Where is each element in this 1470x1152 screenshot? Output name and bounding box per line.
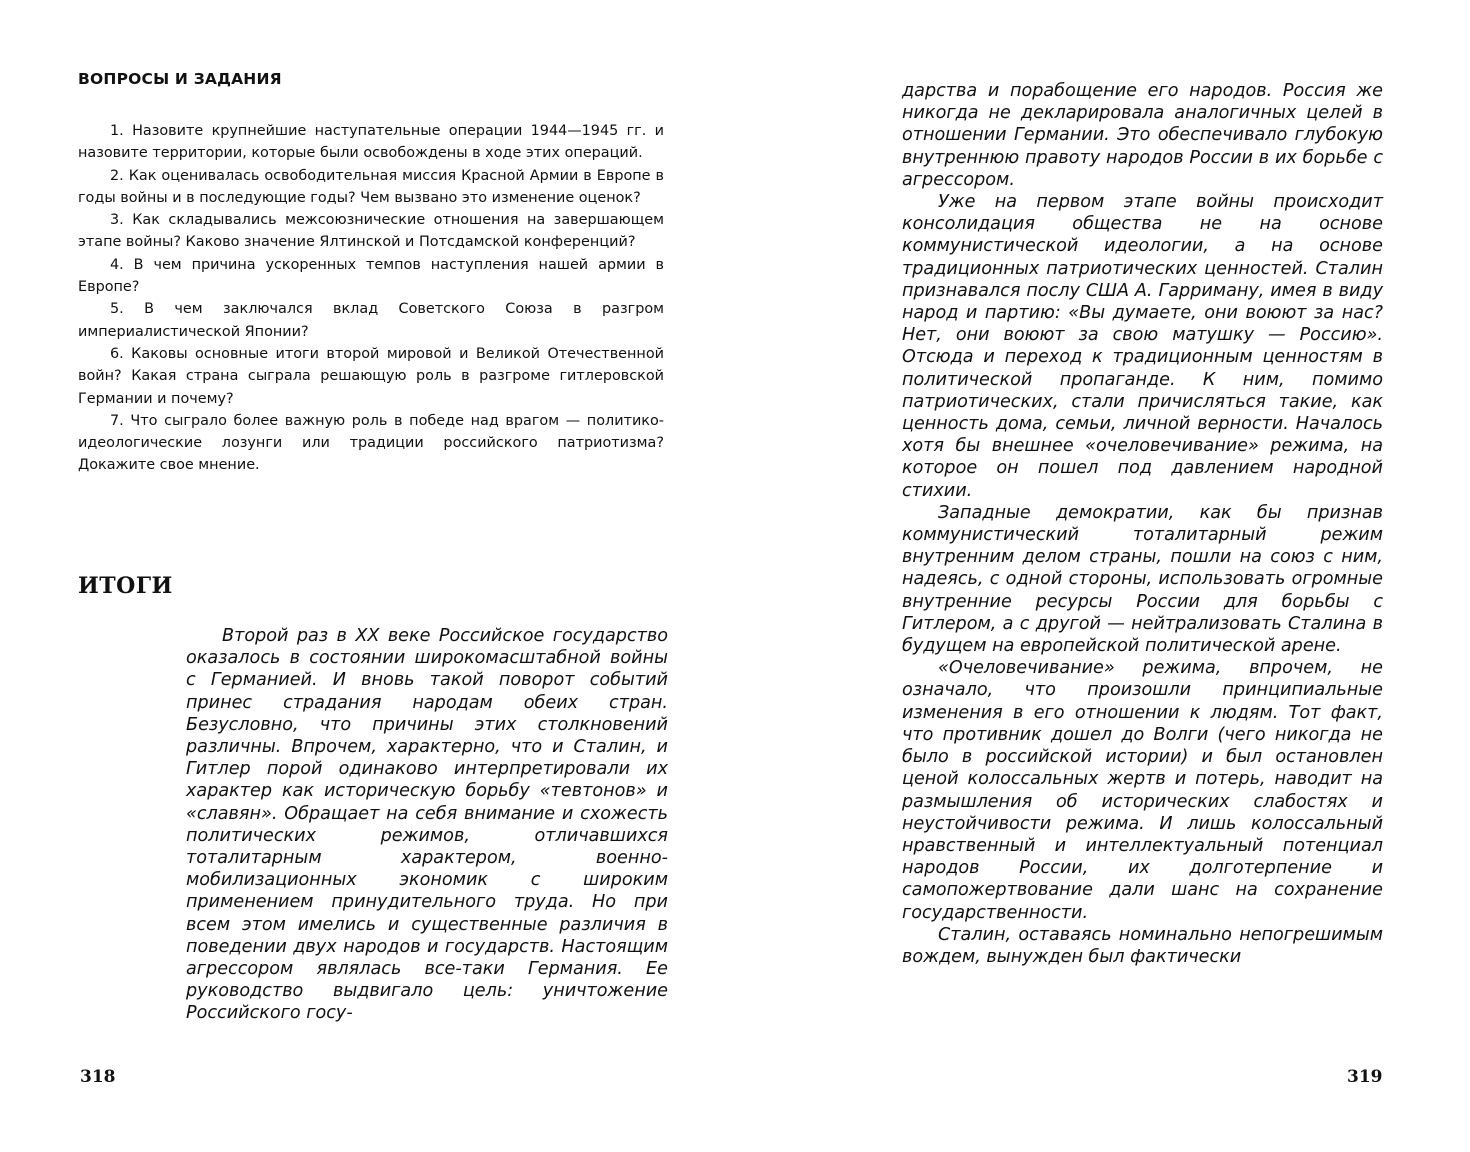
itogi-heading: ИТОГИ xyxy=(78,573,173,599)
questions-heading: ВОПРОСЫ И ЗАДАНИЯ xyxy=(78,70,282,88)
page-number-left: 318 xyxy=(80,1067,116,1087)
question-item: 6. Каковы основные итоги второй мировой и Великой Отечественной войн? Какая страна сыграла решающую роль в разгроме гитлеровской Германии и почему? xyxy=(78,345,664,407)
paragraph: Западные демократии, как бы признав коммунистический тоталитарный режим внутренним делом страны, пошли на союз с ним, надеясь, с одной стороны, использовать огромные внутренние ресурсы России для борьбы с Гитлером, а с другой — нейтрализовать Сталина в будущем на европейской политической арене. xyxy=(902,502,1383,657)
paragraph: дарства и порабощение его народов. Россия же никогда не декларировала аналогичных целей в отношении Германии. Это обеспечивало глубокую внутреннюю правоту народов России в их борьбе с агрессором. xyxy=(902,81,1383,190)
page-number-right: 319 xyxy=(1347,1067,1383,1087)
right-page xyxy=(735,0,1470,1152)
itogi-text xyxy=(186,625,668,1025)
question-item: 4. В чем причина ускоренных темпов наступления нашей армии в Европе? xyxy=(78,256,664,296)
paragraph: Сталин, оставаясь номинально непогрешимым вождем, вынужден был фактически xyxy=(902,924,1383,967)
paragraph: Уже на первом этапе войны происходит консолидация общества не на основе коммунистической идеологии, а на основе традиционных патриотических ценностей. Сталин признавался послу США А. Гарриману, имея в виду народ и партию: «Вы думаете, они воюют за нас? Нет, они воюют за свою матушку — Россию». Отсюда и переход к традиционным ценностям в политической пропаганде. К ним, помимо патриотических, стали причисляться такие, как ценность дома, семьи, личной верности. Началось хотя бы внешнее «очеловечивание» режима, на которое он пошел под давлением народной стихии. xyxy=(902,192,1383,501)
question-item: 2. Как оценивалась освободительная миссия Красной Армии в Европе в годы войны и в последующие годы? Чем вызвано это изменение оценок? xyxy=(78,167,664,206)
paragraph: «Очеловечивание» режима, впрочем, не означало, что произошли принципиальные изменения в его отношении к людям. Тот факт, что противник дошел до Волги (чего никогда не было в российской истории) и был остановлен ценой колоссальных жертв и потерь, наводит на размышления об исторических слабостях и неустойчивости режима. И лишь колоссальный нравственный и интеллектуальный потенциал народов России, их долготерпение и самопожертвование дали шанс на сохранение государственности. xyxy=(902,658,1383,923)
right-page-text xyxy=(902,80,1383,968)
question-item: 5. В чем заключался вклад Советского Союза в разгром империалистической Японии? xyxy=(78,301,664,340)
question-item: 3. Как складывались межсоюзнические отношения на завершающем этапе войны? Каково значение Ялтинской и Потсдамской конференций? xyxy=(78,212,664,251)
question-item: 1. Назовите крупнейшие наступательные операции 1944—1945 гг. и назовите территории, которые были освобождены в ходе этих операций. xyxy=(78,123,664,162)
questions-list xyxy=(78,120,664,477)
itogi-paragraph: Второй раз в XX веке Российское государство оказалось в состоянии широкомасштабной войны с Германией. И вновь такой поворот событий принес страдания народам обеих стран. Безусловно, что причины этих столкновений различны. Впрочем, характерно, что и Сталин, и Гитлер порой одинаково интерпретировали их характер как историческую борьбу «тевтонов» и «славян». Обращает на себя внимание и схожесть политических режимов, отличавшихся тоталитарным характером, военно-мобилизационных экономик с широким применением принудительного труда. Но при всем этом имелись и существенные различия в поведении двух народов и государств. Настоящим агрессором являлась все-таки Германия. Ее руководство выдвигало цель: уничтожение Российского госу- xyxy=(186,626,668,1024)
question-item: 7. Что сыграло более важную роль в победе над врагом — политико-идеологические лозунги или традиции российского патриотизма? Докажите свое мнение. xyxy=(78,412,664,474)
